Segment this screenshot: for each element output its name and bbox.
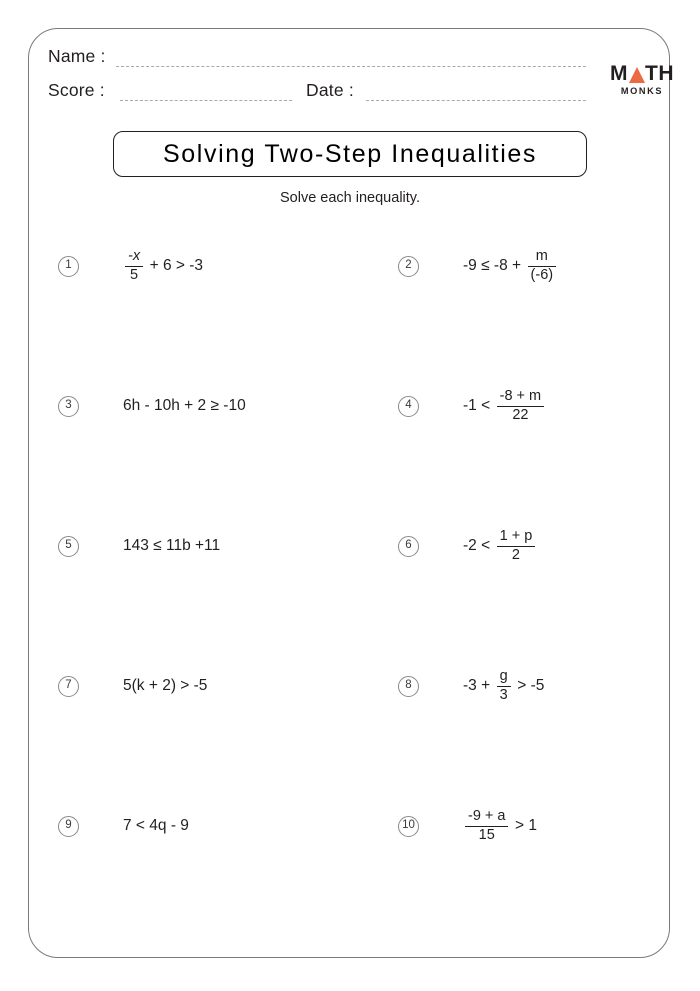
fraction	[465, 809, 508, 843]
problem-expression	[123, 677, 207, 694]
expression-text: -9 ≤ -8 +	[463, 257, 522, 275]
problem-number: 9	[58, 816, 79, 837]
problem-expression	[123, 817, 189, 834]
fraction-numerator: 1 + p	[499, 527, 533, 544]
problem-row	[0, 376, 700, 516]
page-title: Solving Two-Step Inequalities	[163, 139, 537, 168]
fraction-denominator: (-6)	[528, 266, 557, 284]
problem-expression	[123, 537, 220, 554]
problem-expression	[463, 249, 558, 283]
name-row	[48, 44, 608, 78]
logo-subtext: MONKS	[620, 86, 664, 96]
problem-item	[58, 656, 388, 716]
math-monks-logo	[606, 62, 678, 96]
problem-expression	[463, 389, 546, 423]
fraction-numerator: -9 + a	[468, 807, 506, 824]
problem-item	[58, 516, 388, 576]
problem-row	[0, 796, 700, 936]
expression-text: 143 ≤ 11b +11	[123, 537, 221, 555]
problem-number: 6	[398, 536, 419, 557]
fraction-numerator: m	[535, 247, 548, 264]
expression-text: -1 <	[463, 397, 491, 415]
fraction-denominator: 5	[125, 266, 143, 284]
problem-item	[398, 656, 678, 716]
logo-letter-m: M	[610, 62, 628, 85]
expression-text: -2 <	[463, 537, 491, 555]
problem-expression	[463, 809, 537, 843]
problem-expression	[463, 529, 537, 563]
name-input-line[interactable]	[116, 66, 586, 67]
score-input-line[interactable]	[120, 100, 292, 101]
date-label: Date :	[306, 80, 354, 100]
fraction-numerator: -8 + m	[499, 387, 542, 404]
expression-text: 6h - 10h + 2 ≥ -10	[123, 397, 246, 415]
score-date-row	[48, 78, 608, 112]
score-label: Score :	[48, 80, 105, 100]
date-input-line[interactable]	[366, 100, 586, 101]
problem-expression	[123, 397, 246, 414]
expression-text: + 6 > -3	[149, 257, 204, 275]
problem-number: 10	[398, 816, 419, 837]
problem-list	[0, 236, 700, 936]
fraction-numerator: -x	[128, 247, 141, 264]
problem-number: 4	[398, 396, 419, 417]
problem-number: 3	[58, 396, 79, 417]
problem-number: 2	[398, 256, 419, 277]
fraction	[125, 249, 143, 283]
fraction-denominator: 3	[497, 686, 511, 704]
problem-item	[58, 376, 388, 436]
problem-number: 8	[398, 676, 419, 697]
expression-text: > 1	[514, 817, 537, 835]
expression-text: 5(k + 2) > -5	[123, 677, 208, 695]
problem-item	[58, 236, 388, 296]
problem-item	[398, 376, 678, 436]
problem-number: 1	[58, 256, 79, 277]
instructions: Solve each inequality.	[280, 190, 420, 206]
logo-wordmark	[606, 62, 678, 84]
title-box	[113, 131, 587, 177]
problem-row	[0, 236, 700, 376]
problem-number: 7	[58, 676, 79, 697]
logo-letters-th: TH	[645, 62, 674, 85]
problem-item	[58, 796, 388, 856]
expression-text: > -5	[517, 677, 545, 695]
fraction	[497, 529, 536, 563]
header-fields	[48, 44, 608, 112]
problem-row	[0, 656, 700, 796]
problem-expression	[123, 249, 203, 283]
problem-item	[398, 516, 678, 576]
expression-text: 7 < 4q - 9	[123, 817, 189, 835]
fraction-denominator: 22	[497, 406, 545, 424]
fraction-numerator: g	[499, 667, 508, 684]
name-label: Name :	[48, 46, 106, 66]
problem-row	[0, 516, 700, 656]
expression-text: -3 +	[463, 677, 491, 695]
fraction-denominator: 15	[465, 826, 508, 844]
fraction	[528, 249, 557, 283]
problem-number: 5	[58, 536, 79, 557]
fraction	[497, 669, 511, 703]
fraction-denominator: 2	[497, 546, 536, 564]
problem-expression	[463, 669, 544, 703]
triangle-icon	[629, 67, 645, 83]
problem-item	[398, 236, 678, 296]
problem-item	[398, 796, 678, 856]
fraction	[497, 389, 545, 423]
